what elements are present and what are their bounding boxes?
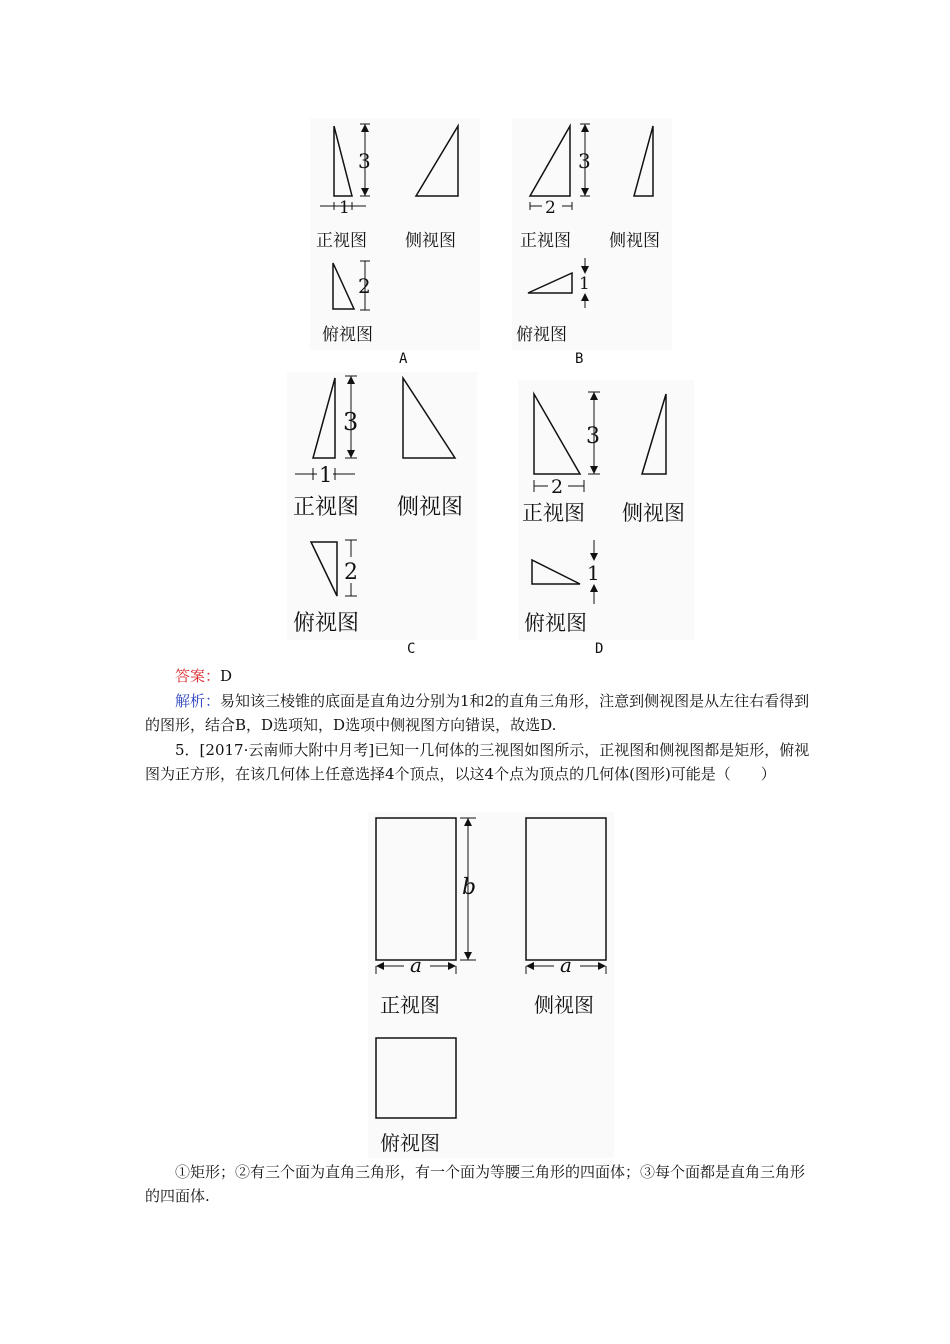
height-label: b [462,875,477,900]
top-view-caption: 俯视图 [380,1131,440,1155]
top-view-caption: 俯视图 [293,611,360,636]
front-height-label: 3 [343,408,359,436]
top-dim-label: 1 [587,561,600,585]
option-b-figure [512,118,672,350]
top-view-caption: 俯视图 [516,325,567,345]
side-view-caption: 侧视图 [609,231,660,251]
front-view-caption: 正视图 [522,501,585,525]
front-width-label: 1 [339,198,350,218]
question-5-choices: ①矩形；②有三个面为直角三角形，有一个面为等腰三角形的四面体；③每个面都是直角三角形的四面体. [145,1163,806,1205]
option-a-letter: A [399,351,408,367]
top-view-caption: 俯视图 [524,611,587,635]
answer-value: D [220,667,233,685]
option-c-figure [287,372,477,640]
front-height-label: 3 [586,424,600,449]
front-width-label: 2 [551,476,564,498]
side-width-label: a [560,953,572,977]
side-view-caption: 侧视图 [405,231,456,251]
option-b-letter: B [575,351,584,367]
explanation-label: 解析： [175,692,221,710]
front-view-caption: 正视图 [520,231,571,251]
side-view-caption: 侧视图 [534,993,594,1017]
answer-line [145,664,810,688]
option-c-letter: C [407,641,416,657]
option-d-letter: D [595,641,604,657]
front-height-label: 3 [578,149,591,173]
front-view-caption: 正视图 [380,993,440,1017]
front-width-label: 2 [545,198,556,218]
top-dim-label: 2 [358,274,371,298]
width-label: a [410,953,422,977]
front-width-label: 1 [319,463,333,487]
answer-label: 答案： [175,667,221,685]
side-view-caption: 侧视图 [622,501,685,525]
top-dim-label: 2 [344,560,358,585]
top-dim-label: 1 [579,274,590,294]
option-a-figure [310,118,480,350]
front-view-caption: 正视图 [316,231,367,251]
explanation-paragraph [145,689,810,737]
option-d-figure [518,380,694,640]
question-5-text: 5．[2017·云南师大附中月考]已知一几何体的三视图如图所示，正视图和侧视图都是矩形，俯视图为正方形，在该几何体上任意选择4个顶点，以这4个点为顶点的几何体(图形)可能是（ ） [145,741,810,783]
question-5-figure [368,812,614,1158]
front-height-label: 3 [358,149,371,173]
top-view-caption: 俯视图 [322,325,373,345]
explanation-text: 易知该三棱锥的底面是直角边分别为1和2的直角三角形，注意到侧视图是从左往右看得到的图形，结合B，D选项知，D选项中侧视图方向错误，故选D. [145,692,810,734]
front-view-caption: 正视图 [293,495,360,520]
side-view-caption: 侧视图 [397,495,464,520]
